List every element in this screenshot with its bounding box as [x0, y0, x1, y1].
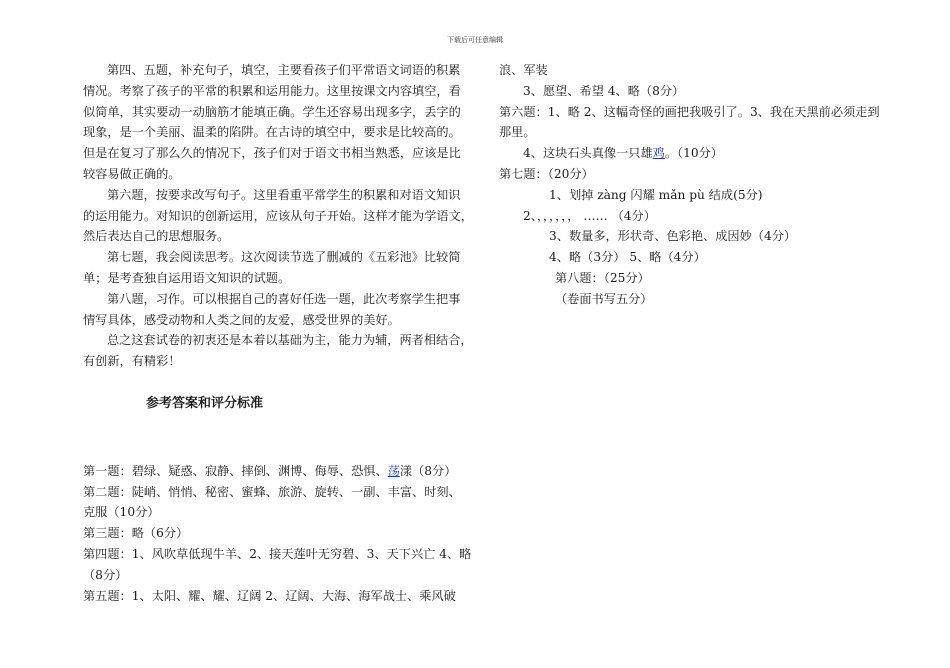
text-line: 有创新，有精彩！: [83, 354, 181, 369]
right-column: [499, 60, 909, 310]
text-line: 第二题：陡峭、悄悄、秘密、蜜蜂、旅游、旋转、一副、丰富、时刻、: [83, 484, 461, 499]
text-line: 然后表达自己的思想服务。: [83, 229, 230, 244]
text-line: 情况。考察了孩子的平常的积累和运用能力。这里按课文内容填空，看: [83, 83, 461, 98]
left-column: [83, 60, 483, 606]
text-line: 单；是考查独自运用语文知识的试题。: [83, 270, 291, 285]
text-line: 情写具体，感受动物和人类之间的友爱，感受世界的美好。: [83, 312, 400, 327]
text-line: 的运用能力。对知识的创新运用，应该从句子开始。这样才能为学语文，: [83, 208, 473, 223]
page-header: 下载后可任意编辑: [447, 36, 503, 44]
text-line: 第四、五题，补充句子，填空，主要看孩子们平常语文词语的积累: [107, 63, 461, 77]
text-line: [499, 143, 909, 164]
answer-text: 漾（8分）: [399, 463, 457, 478]
text-line: 第七题，我会阅读思考。这次阅读节选了删减的《五彩池》比较简: [107, 250, 461, 265]
hyperlink-word[interactable]: 鸡: [652, 146, 665, 161]
text-line: 现象，是一个美丽、温柔的陷阱。在古诗的填空中，要求是比较高的。: [83, 125, 461, 140]
text-line: 似简单，其实要动一动脑筋才能填正确。学生还容易出现多字，丢字的: [83, 104, 461, 119]
answer-section-1: [83, 461, 483, 482]
text-line: 浪、军装: [499, 63, 548, 77]
text-line: 第八题，习作。可以根据自己的喜好任选一题，此次考察学生把事: [107, 291, 461, 306]
answer-text: 。（10分）: [664, 146, 723, 161]
paragraph-test-7: [83, 247, 483, 289]
answers-heading: 参考答案和评分标准: [146, 395, 264, 411]
text-line: 第六题，按要求改写句子。这里看重平常学生的积累和对语文知识: [107, 187, 461, 202]
text-line: 较容易做正确的。: [83, 166, 181, 181]
text-line: 1、划掉 zàng 闪耀 mǎn pù 结成(5分): [549, 187, 763, 202]
answer-section-2: [83, 482, 483, 524]
paragraph-summary: [83, 330, 483, 372]
answer-section-5: 第五题：1、太阳、耀、耀、辽阔 2、辽阔、大海、海军战士、乘风破: [83, 588, 456, 603]
text-line: 3、愿望、希望 4、略（8分）: [523, 83, 685, 98]
text-line: 第四题：1、风吹草低现牛羊、2、接天莲叶无穷碧、3、天下兴亡 4、略: [83, 546, 472, 561]
answer-section-8: 第八题：（25分）: [555, 270, 650, 285]
text-line: 总之这套试卷的初衷还是本着以基础为主，能力为辅，两者相结合，: [107, 333, 473, 348]
answer-section-3: 第三题：略（6分）: [83, 526, 189, 541]
paragraph-test-8: [83, 289, 483, 331]
text-line: 克服（10分）: [83, 505, 160, 520]
hyperlink-word[interactable]: 荡: [387, 463, 400, 478]
text-line: 那里。: [499, 125, 536, 140]
text-line: 但是在复习了那么久的情况下，孩子们对于语文书相当熟悉，应该是比: [83, 146, 461, 161]
text-line: 3、数量多，形状奇、色彩艳、成因妙（4分）: [549, 229, 797, 244]
answer-section-7: 第七题：（20分）: [499, 166, 594, 181]
answer-text: 4、这块石头真像一只雄: [523, 146, 653, 161]
answer-section-4: [83, 544, 483, 586]
text-line: 2、，，，，，， …… （4分）: [523, 208, 656, 223]
text-line: （8分）: [83, 567, 128, 582]
text-line: 4、略（3分） 5、略（4分）: [549, 250, 706, 265]
answer-text: 第一题：碧绿、疑惑、寂静、摔倒、渊博、侮辱、恐惧、: [83, 463, 388, 478]
text-line: （卷面书写五分）: [555, 291, 653, 306]
paragraph-tests-4-5: [83, 60, 483, 185]
answer-section-6: 第六题：1、略 2、这幅奇怪的画把我吸引了。3、我在天黑前必须走到: [499, 104, 880, 119]
paragraph-test-6: [83, 185, 483, 247]
